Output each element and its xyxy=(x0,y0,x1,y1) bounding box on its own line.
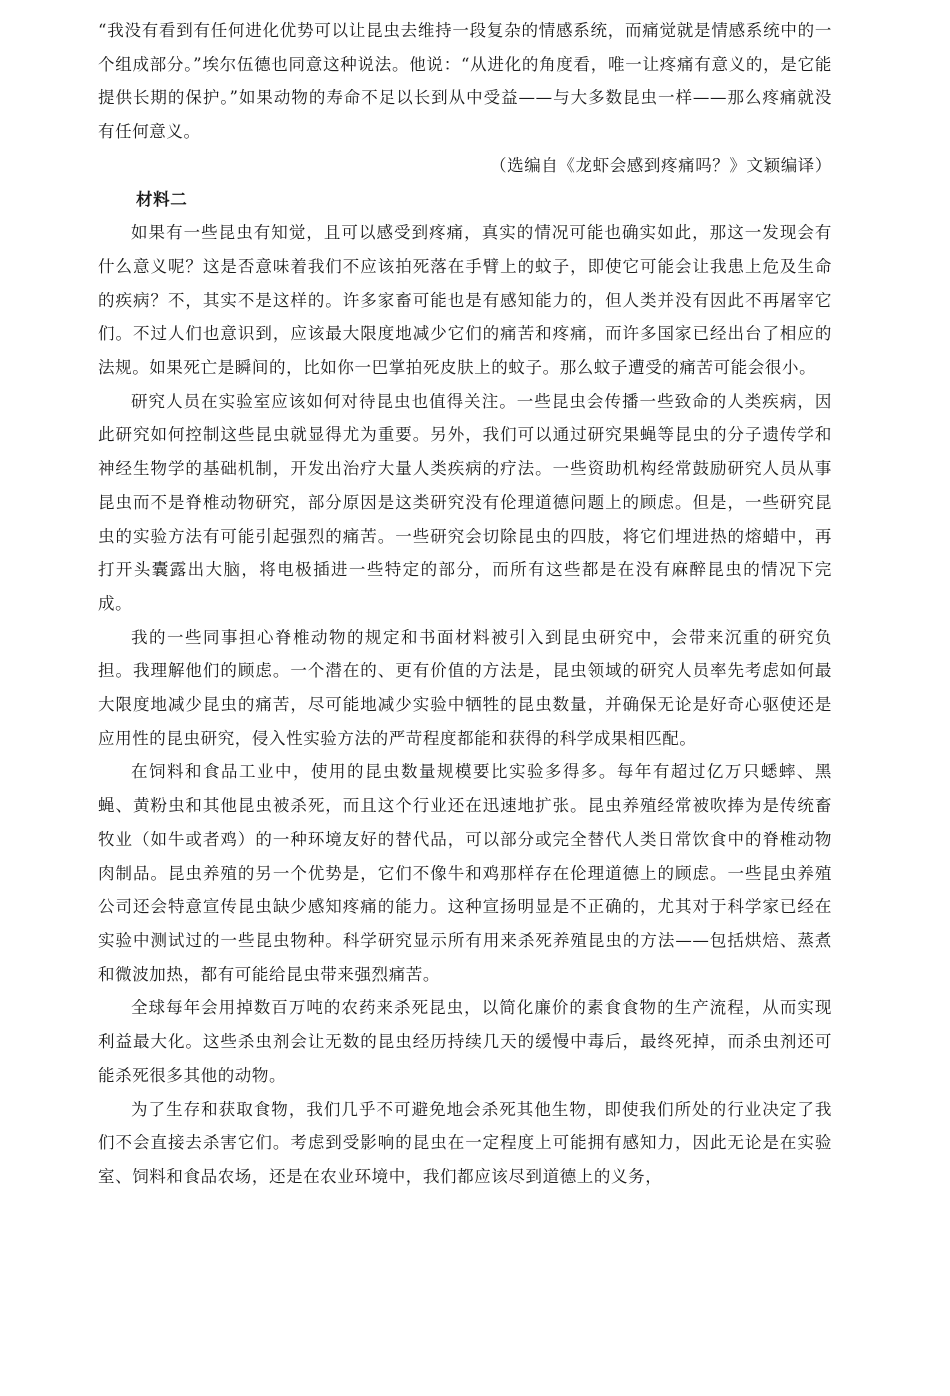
body-paragraph: 全球每年会用掉数百万吨的农药来杀死昆虫，以简化廉价的素食食物的生产流程，从而实现利益最大化。这些杀虫剂会让无数的昆虫经历持续几天的缓慢中毒后，最终死掉，而杀虫剂还可能杀死很多其他的动物。 xyxy=(98,998,832,1085)
source-citation: （选编自《龙虾会感到疼痛吗？》文颖编译） xyxy=(490,155,832,175)
document-page xyxy=(98,14,832,1194)
body-paragraph: 为了生存和获取食物，我们几乎不可避免地会杀死其他生物，即使我们所处的行业决定了我们不会直接去杀害它们。考虑到受影响的昆虫在一定程度上可能拥有感知力，因此无论是在实验室、饲料和食品农场，还是在农业环境中，我们都应该尽到道德上的义务， xyxy=(98,1099,832,1186)
body-paragraph: 在饲料和食品工业中，使用的昆虫数量规模要比实验多得多。每年有超过亿万只蟋蟀、黑蝇、黄粉虫和其他昆虫被杀死，而且这个行业还在迅速地扩张。昆虫养殖经常被吹捧为是传统畜牧业（如牛或者鸡）的一种环境友好的替代品，可以部分或完全替代人类日常饮食中的脊椎动物肉制品。昆虫养殖的另一个优势是，它们不像牛和鸡那样存在伦理道德上的顾虑。一些昆虫养殖公司还会特意宣传昆虫缺少感知疼痛的能力。这种宣扬明显是不正确的，尤其对于科学家已经在实验中测试过的一些昆虫物种。科学研究显示所有用来杀死养殖昆虫的方法——包括烘焙、蒸煮和微波加热，都有可能给昆虫带来强烈痛苦。 xyxy=(98,762,832,984)
continuation-paragraph: “我没有看到有任何进化优势可以让昆虫去维持一段复杂的情感系统，而痛觉就是情感系统中的一个组成部分。”埃尔伍德也同意这种说法。他说：“从进化的角度看，唯一让疼痛有意义的，是它能提供长期的保护。”如果动物的寿命不足以长到从中受益——与大多数昆虫一样——那么疼痛就没有任何意义。 xyxy=(98,21,832,142)
body-paragraph: 我的一些同事担心脊椎动物的规定和书面材料被引入到昆虫研究中，会带来沉重的研究负担。我理解他们的顾虑。一个潜在的、更有价值的方法是，昆虫领域的研究人员率先考虑如何最大限度地减少昆虫的痛苦，尽可能地减少实验中牺牲的昆虫数量，并确保无论是好奇心驱使还是应用性的昆虫研究，侵入性实验方法的严苛程度都能和获得的科学成果相匹配。 xyxy=(98,627,832,748)
body-paragraph: 研究人员在实验室应该如何对待昆虫也值得关注。一些昆虫会传播一些致命的人类疾病，因此研究如何控制这些昆虫就显得尤为重要。另外，我们可以通过研究果蝇等昆虫的分子遗传学和神经生物学的基础机制，开发出治疗大量人类疾病的疗法。一些资助机构经常鼓励研究人员从事昆虫而不是脊椎动物研究，部分原因是这类研究没有伦理道德问题上的顾虑。但是，一些研究昆虫的实验方法有可能引起强烈的痛苦。一些研究会切除昆虫的四肢，将它们埋进热的熔蜡中，再打开头囊露出大脑，将电极插进一些特定的部分，而所有这些都是在没有麻醉昆虫的情况下完成。 xyxy=(98,391,832,613)
section-heading: 材料二 xyxy=(136,189,188,209)
body-paragraph: 如果有一些昆虫有知觉，且可以感受到疼痛，真实的情况可能也确实如此，那这一发现会有什么意义呢？这是否意味着我们不应该拍死落在手臂上的蚊子，即使它可能会让我患上危及生命的疾病？不，其实不是这样的。许多家畜可能也是有感知能力的，但人类并没有因此不再屠宰它们。不过人们也意识到，应该最大限度地减少它们的痛苦和疼痛，而许多国家已经出台了相应的法规。如果死亡是瞬间的，比如你一巴掌拍死皮肤上的蚊子。那么蚊子遭受的痛苦可能会很小。 xyxy=(98,223,832,378)
